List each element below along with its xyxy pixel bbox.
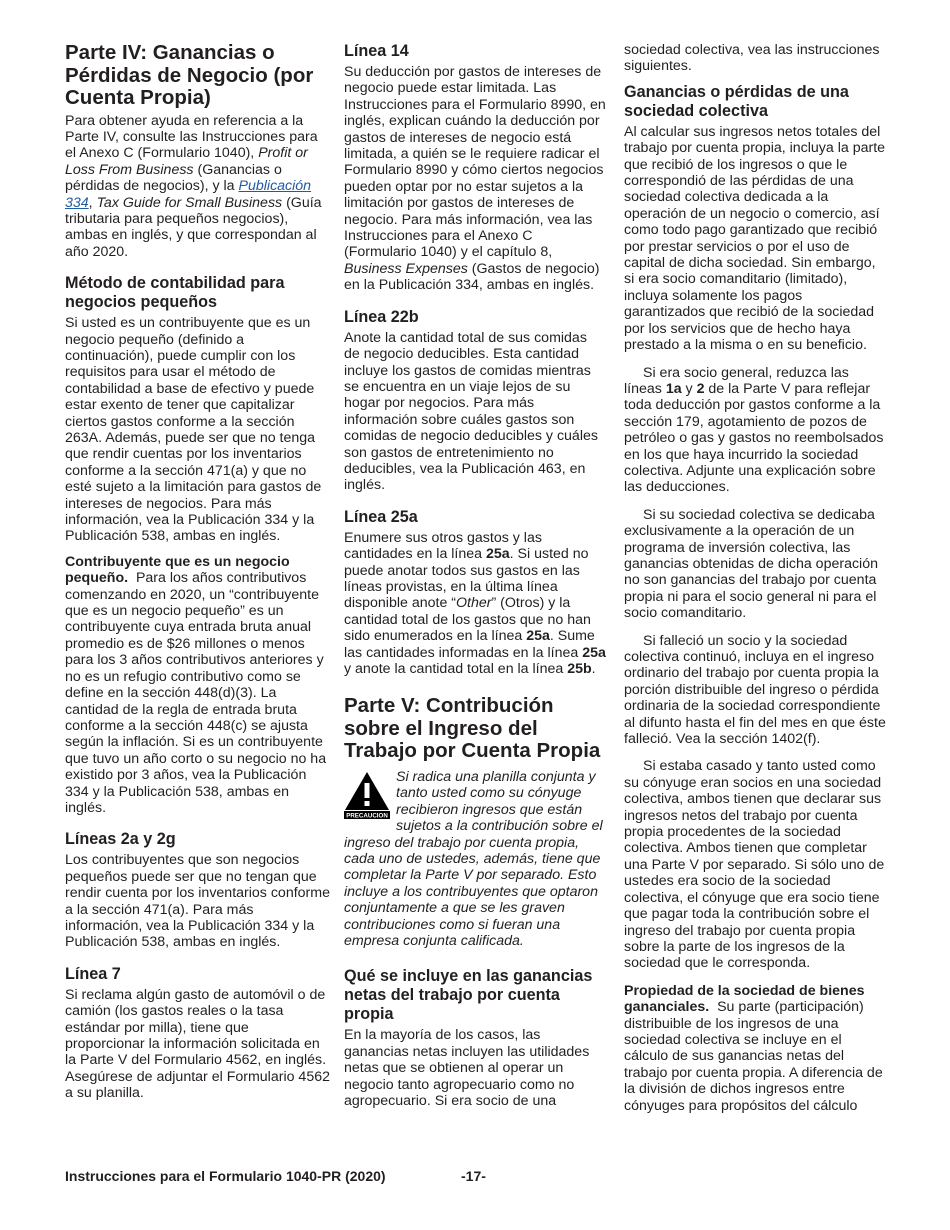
heading-parte-iv: Parte IV: Ganancias o Pérdidas de Negocio (por Cuenta Propia) [65, 41, 314, 109]
propiedad-lead: Propiedad de la sociedad de bienes gananciales. [624, 982, 865, 1016]
page-number: -17- [461, 1168, 486, 1184]
caution-label: PRECAUCION [346, 812, 388, 819]
caution-note: PRECAUCION Si radica una planilla conjunta y tanto usted como su cónyuge recibieron ingresos que están sujetos a la contribución sobre el ingreso del trabajo por cuenta propia, cada uno de ustedes, además, tiene que completar la Parte V por separado. Esto incluye a los contribuyentes que optaron conjuntamente a que se les graven contribuciones como si fueran una empresa conjunta calificada. [344, 768, 603, 949]
publicacion-334-link[interactable]: Publicación 334 [65, 178, 312, 211]
sociedad-paragraph-3: Si su sociedad colectiva se dedicaba exclusivamente a la operación de un programa de inversión colectiva, las ganancias obtenidas de dicha operación no son ganancias del trabajo por cuenta propia ni para el socio general ni para el socio comanditario. [624, 506, 878, 622]
linea-14-paragraph: Su deducción por gastos de intereses de negocio puede estar limitada. Las Instrucciones para el Formulario 8990, en inglés, explican cuándo la deducción por gastos de intereses de negocio está limitada, a quién se le requiere radicar el Formulario 8990 y cómo ciertos negocios pueden optar por no estar sujetos a la limitación por gastos de intereses de negocio. Para más información, vea las Instrucciones para el Anexo C (Formulario 1040) y el capítulo 8, Business Expenses (Gastos de negocio) en la Publicación 334, ambas en inglés. [344, 64, 606, 294]
linea-22b-paragraph: Anote la cantidad total de sus comidas de negocio deducibles. Esta cantidad incluye los gastos de comidas mientras se encuentra en un viaje lejos de su hogar por negocios. Para más información sobre cuáles gastos son comidas de negocio deducibles y cuáles son gastos de entretenimiento no deducibles, vea la Publicación 463, en inglés. [344, 329, 598, 494]
metodo-paragraph: Si usted es un contribuyente que es un negocio pequeño (definido a continuación), puede cumplir con los requisitos para usar el método de contabilidad a base de efectivo y puede estar exento de tener que capitalizar ciertos gastos conforme a la sección 263A. Además, puede ser que no tenga que rendir cuentas por los inventarios conforme a la sección 471(a) y que no esté sujeto a la limitación para gastos de intereses de negocios. Para más información, vea la Publicación 334 y la Publicación 538, ambas en inglés. [65, 315, 322, 545]
column-2 [344, 42, 606, 1109]
contribuyente-paragraph: Contribuyente que es un negocio pequeño. Para los años contributivos comenzando en 2020, un “contribuyente que es un negocio pequeño” es un contribuyente cuya entrada bruta anual promedio es de $26 millones o menos para los 3 años contributivos anteriores y no es un refugio contributivo como se define en la sección 448(d)(3). La cantidad de la regla de entrada bruta conforme a la sección 448(c) se ajusta según la inflación. Si es un contribuyente que tuvo un año corto o su negocio no ha existido por 3 años, vea la Publicación 334 y la Publicación 538, ambas en inglés. [65, 553, 327, 816]
heading-que-se-incluye: Qué se incluye en las ganancias netas del trabajo por cuenta propia [344, 967, 593, 1024]
heading-lineas-2a-2g: Líneas 2a y 2g [65, 830, 176, 849]
heading-linea-22b: Línea 22b [344, 307, 419, 326]
linea-7-paragraph: Si reclama algún gasto de automóvil o de camión (los gastos reales o la tasa estándar por milla), tiene que proporcionar la información solicitada en la Parte V del Formulario 4562, en inglés. Asegúrese de adjuntar el Formulario 4562 a su planilla. [65, 986, 330, 1102]
heading-linea-7: Línea 7 [65, 964, 121, 983]
footer-title: Instrucciones para el Formulario 1040-PR (2020) [65, 1168, 386, 1184]
linea-25a-paragraph: Enumere sus otros gastos y las cantidades en la línea 25a. Si usted no puede anotar todos sus gastos en las líneas provistas, en la última línea disponible anote “Other” (Otros) y la cantidad total de los gastos que no han sido enumerados en la línea 25a. Sume las cantidades informadas en la línea 25a y anote la cantidad total en la línea 25b. [344, 529, 606, 677]
sociedad-paragraph-1: Al calcular sus ingresos netos totales del trabajo por cuenta propia, incluya la parte que recibió de los ingresos o que le correspondió de las pérdidas de una sociedad colectiva dedicada a la operación de un negocio o comercio, así como todo pago garantizado que recibió por prestar servicios o por el uso de capital de dicha sociedad. Sin embargo, si era socio comanditario (limitado), incluya solamente los pagos garantizados que recibió de la sociedad por los servicios que de hecho haya prestado a la misma o en su beneficio. [624, 123, 886, 354]
lineas-2a-2g-paragraph: Los contribuyentes que son negocios pequeños puede ser que no tengan que rendir cuenta por los inventarios conforme a la sección 471(a). Para más información, vea la Publicación 334 y la Publicación 538, ambas en inglés. [65, 852, 330, 951]
propiedad-paragraph: Propiedad de la sociedad de bienes gananciales. Su parte (participación) distribuible de los ingresos de una sociedad colectiva se incluye en el cálculo de sus ganancias netas del trabajo por cuenta propia. A diferencia de la división de dichos ingresos entre cónyuges para propósitos del cálculo [624, 982, 883, 1114]
sociedad-paragraph-4: Si falleció un socio y la sociedad colectiva continuó, incluya en el ingreso ordinario del trabajo por cuenta propia la porción distribuible del ingreso o pérdida ordinaria de la sociedad correspondiente al difunto hasta el fin del mes en que éste falleció. Vea la sección 1402(f). [624, 632, 886, 748]
heading-metodo-contabilidad: Método de contabilidad para negocios pequeños [65, 274, 285, 312]
heading-linea-14: Línea 14 [344, 42, 409, 60]
heading-linea-25a: Línea 25a [344, 507, 418, 526]
que-se-incluye-paragraph: En la mayoría de los casos, las ganancias netas incluyen las utilidades netas que se obtienen al operar un negocio tanto agropecuario como no agropecuario. Si era socio de una [344, 1027, 590, 1109]
column-3 [624, 42, 886, 1114]
parte-iv-intro: Para obtener ayuda en referencia a la Parte IV, consulte las Instrucciones para el Anexo C (Formulario 1040), Profit or Loss From Business (Ganancias o pérdidas de negocios), y la Publicación 334, Tax Guide for Small Business (Guía tributaria para pequeños negocios), ambas en inglés, y que correspondan al año 2020. [65, 112, 322, 260]
caution-icon [344, 771, 390, 819]
heading-ganancias-sociedad: Ganancias o pérdidas de una sociedad colectiva [624, 82, 849, 120]
contribuyente-lead: Contribuyente que es un negocio pequeño. [65, 553, 290, 587]
sociedad-paragraph-2: Si era socio general, reduzca las líneas 1a y 2 de la Parte V para reflejar toda deducción por gastos conforme a la sección 179, agotamiento de pozos de petróleo o gas y gastos no reembolsados en los que haya incurrido la sociedad colectiva. Adjunte una explicación sobre las deducciones. [624, 364, 884, 496]
column-1 [65, 42, 330, 1102]
sociedad-paragraph-5: Si estaba casado y tanto usted como su cónyuge eran socios en una sociedad colectiva, ambos tienen que declarar sus ingresos netos del trabajo por cuenta propia procedentes de la sociedad colectiva. Ambos tienen que completar una Parte V por separado. Si sólo uno de ustedes era socio de la sociedad colectiva, el cónyuge que era socio tiene que pagar toda la contribución sobre el ingreso del trabajo por cuenta propia sobre la parte de los ingresos de la sociedad que le corresponda. [624, 758, 885, 972]
continuation-paragraph: sociedad colectiva, vea las instrucciones siguientes. [624, 42, 880, 75]
heading-parte-v: Parte V: Contribución sobre el Ingreso del Trabajo por Cuenta Propia [344, 694, 601, 763]
